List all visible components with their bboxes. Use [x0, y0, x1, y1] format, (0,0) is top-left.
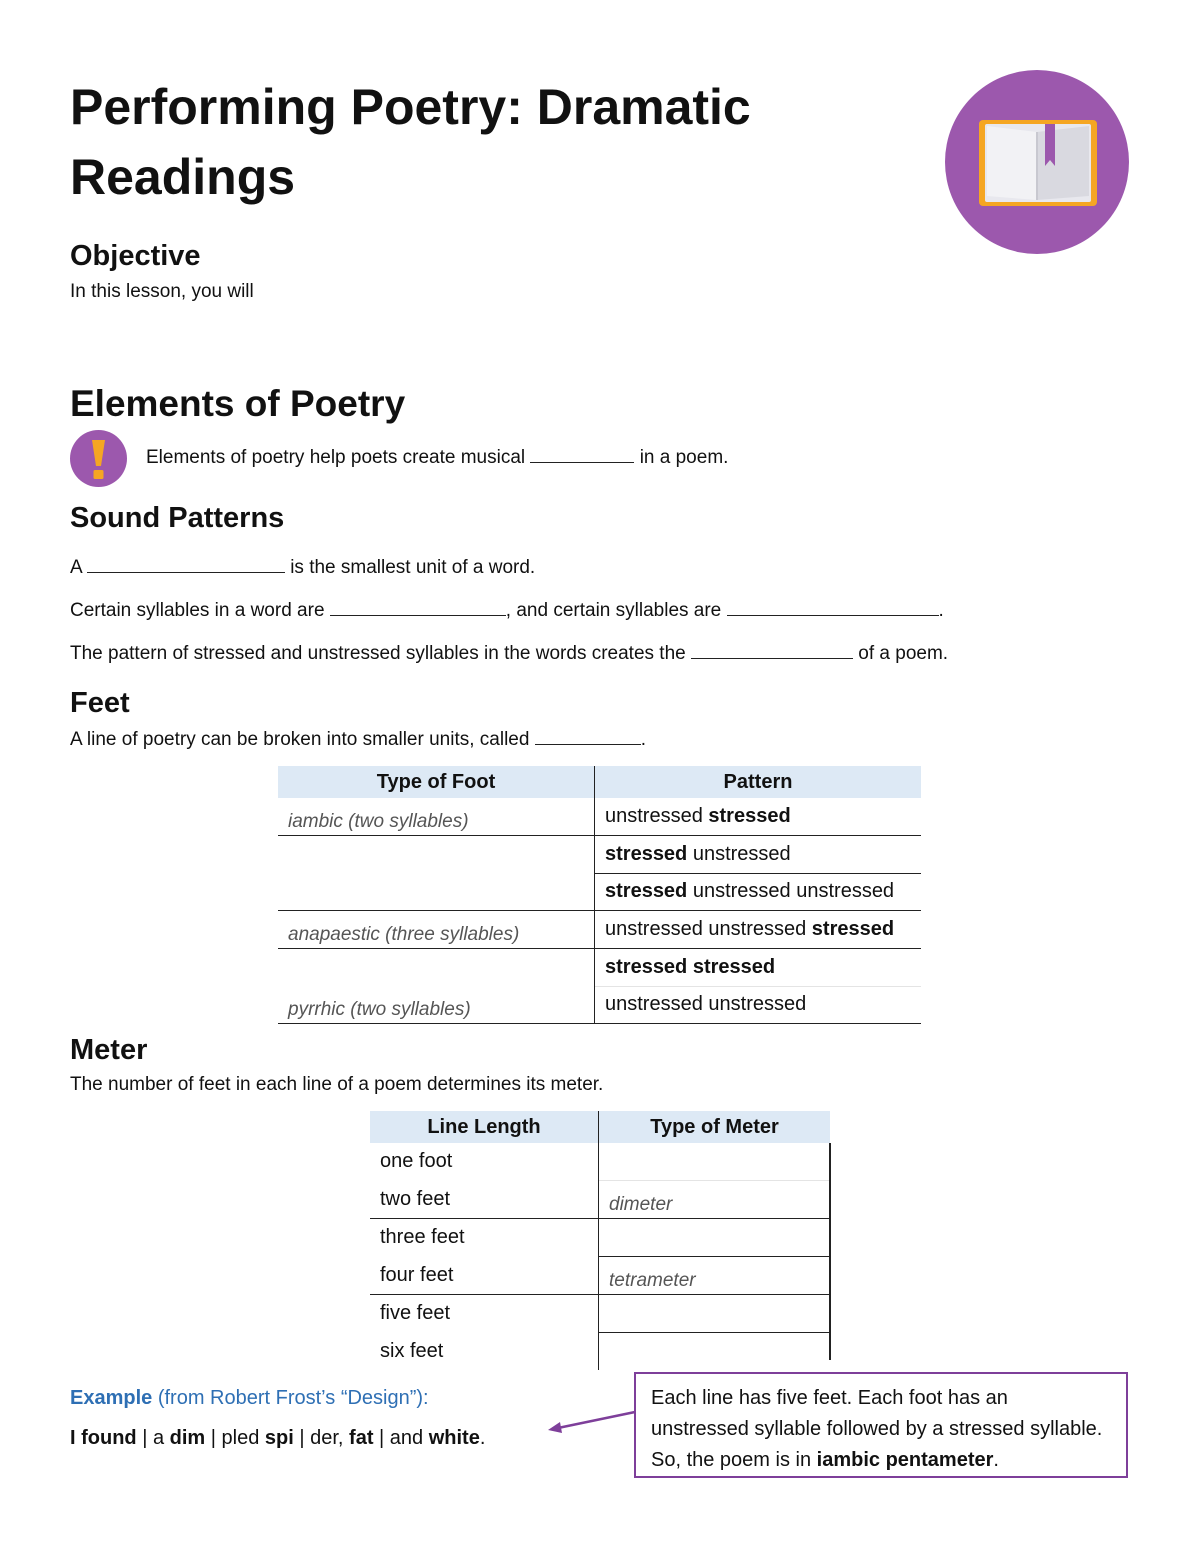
example-separator: | a — [136, 1427, 170, 1449]
line-length-cell: five feet — [370, 1295, 599, 1333]
example-label: Example — [70, 1387, 153, 1409]
feet-text — [70, 726, 646, 752]
page-title: Performing Poetry: Dramatic Readings — [70, 79, 751, 205]
foot-type-cell[interactable] — [278, 949, 595, 987]
blank-field[interactable] — [535, 726, 641, 745]
table-row — [278, 798, 921, 836]
example-separator: . — [479, 1427, 486, 1449]
meter-table — [370, 1111, 830, 1370]
table-row — [278, 986, 921, 1024]
meter-table-right-border — [829, 1143, 831, 1360]
sound-heading: Sound Patterns — [70, 502, 285, 534]
table-row — [370, 1333, 830, 1371]
table-row — [278, 873, 921, 911]
foot-pattern-cell — [595, 986, 922, 1024]
pattern-part: unstressed unstressed — [605, 918, 812, 940]
foot-pattern-cell — [595, 949, 922, 987]
pattern-stressed: stressed stressed — [605, 955, 776, 978]
callout-bold: iambic pentameter — [816, 1449, 994, 1471]
pattern-stressed: stressed — [605, 880, 688, 903]
foot-pattern-cell — [595, 911, 922, 949]
pattern-part: unstressed unstressed — [605, 993, 807, 1016]
table-row — [278, 949, 921, 987]
table-row — [370, 1295, 830, 1333]
line-length-cell: three feet — [370, 1219, 599, 1257]
pattern-part: unstressed — [605, 805, 709, 827]
example-word: I found — [70, 1427, 137, 1449]
pattern-stressed: stressed — [811, 918, 895, 940]
book-icon — [945, 70, 1129, 254]
example-line — [70, 1427, 485, 1450]
foot-type-cell[interactable] — [278, 836, 595, 874]
feet-col-header-type: Type of Foot — [278, 766, 595, 798]
foot-pattern-cell — [595, 798, 922, 836]
meter-type-cell[interactable] — [599, 1295, 831, 1333]
table-row — [370, 1181, 830, 1219]
arrow-icon — [540, 1400, 640, 1440]
sound-line-3 — [70, 640, 948, 666]
sound-line-2-middle: , and certain syllables are — [505, 600, 722, 621]
table-row — [278, 911, 921, 949]
line-length-cell: six feet — [370, 1333, 599, 1371]
table-row — [370, 1257, 830, 1295]
line-length-cell: one foot — [370, 1143, 599, 1181]
table-row — [370, 1143, 830, 1181]
objective-heading: Objective — [70, 240, 201, 272]
sound-line-2-end: . — [938, 600, 944, 621]
sound-line-2 — [70, 597, 944, 623]
example-word: fat — [349, 1427, 374, 1449]
feet-text-end: . — [640, 729, 646, 750]
feet-col-header-pattern: Pattern — [595, 766, 922, 798]
blank-field[interactable] — [691, 640, 853, 659]
example-heading — [70, 1387, 429, 1410]
exclamation-icon — [70, 430, 127, 487]
foot-type-cell[interactable]: pyrrhic (two syllables) — [278, 986, 595, 1024]
meter-text: The number of feet in each line of a poem determines its meter. — [70, 1074, 604, 1095]
blank-field[interactable] — [87, 554, 285, 573]
sound-line-1-start: A — [70, 557, 82, 578]
sound-line-2-start: Certain syllables in a word are — [70, 600, 325, 621]
foot-pattern-cell — [595, 836, 922, 874]
example-separator: | der, — [293, 1427, 350, 1449]
foot-pattern-cell — [595, 873, 922, 911]
sound-line-1-end: is the smallest unit of a word. — [290, 557, 536, 578]
meter-heading: Meter — [70, 1034, 148, 1066]
sound-line-3-end: of a poem. — [858, 643, 949, 664]
feet-text-start: A line of poetry can be broken into smaller units, called — [70, 729, 530, 750]
example-word: white — [428, 1427, 480, 1449]
elements-note-end: in a poem. — [639, 447, 729, 468]
feet-table — [278, 766, 921, 1024]
meter-type-cell[interactable]: dimeter — [599, 1181, 831, 1219]
objective-text: In this lesson, you will — [70, 281, 254, 302]
pattern-stressed: stressed — [605, 842, 688, 865]
line-length-cell: four feet — [370, 1257, 599, 1295]
meter-type-cell[interactable] — [599, 1333, 831, 1371]
callout-text: Each line has five feet. Each foot has an unstressed syllable followed by a stressed syllable. So, the poem is in — [651, 1387, 1103, 1471]
elements-note — [146, 444, 728, 470]
line-length-cell: two feet — [370, 1181, 599, 1219]
foot-type-cell[interactable] — [278, 873, 595, 911]
example-word: dim — [169, 1427, 206, 1449]
pattern-part: unstressed unstressed — [687, 880, 895, 903]
example-word: spi — [264, 1427, 294, 1449]
example-separator: | and — [373, 1427, 429, 1449]
elements-note-start: Elements of poetry help poets create musical — [146, 447, 526, 468]
meter-type-cell[interactable] — [599, 1219, 831, 1257]
sound-line-3-start: The pattern of stressed and unstressed syllables in the words creates the — [70, 643, 686, 664]
example-separator: | pled — [205, 1427, 265, 1449]
example-source: (from Robert Frost’s “Design”): — [152, 1387, 429, 1409]
feet-heading: Feet — [70, 687, 130, 719]
table-row — [370, 1219, 830, 1257]
pattern-part: unstressed — [687, 842, 791, 865]
table-row — [278, 836, 921, 874]
foot-type-cell[interactable]: iambic (two syllables) — [278, 798, 595, 836]
meter-type-cell[interactable] — [599, 1143, 831, 1181]
meter-type-cell[interactable]: tetrameter — [599, 1257, 831, 1295]
callout-end: . — [993, 1449, 999, 1471]
pattern-stressed: stressed — [708, 805, 791, 827]
meter-col-header-type: Type of Meter — [599, 1111, 831, 1143]
callout-box — [634, 1372, 1128, 1478]
meter-col-header-length: Line Length — [370, 1111, 599, 1143]
elements-heading: Elements of Poetry — [70, 383, 406, 424]
foot-type-cell[interactable]: anapaestic (three syllables) — [278, 911, 595, 949]
sound-line-1 — [70, 554, 535, 580]
blank-field[interactable] — [727, 597, 939, 616]
blank-field[interactable] — [330, 597, 506, 616]
blank-field[interactable] — [530, 444, 634, 463]
